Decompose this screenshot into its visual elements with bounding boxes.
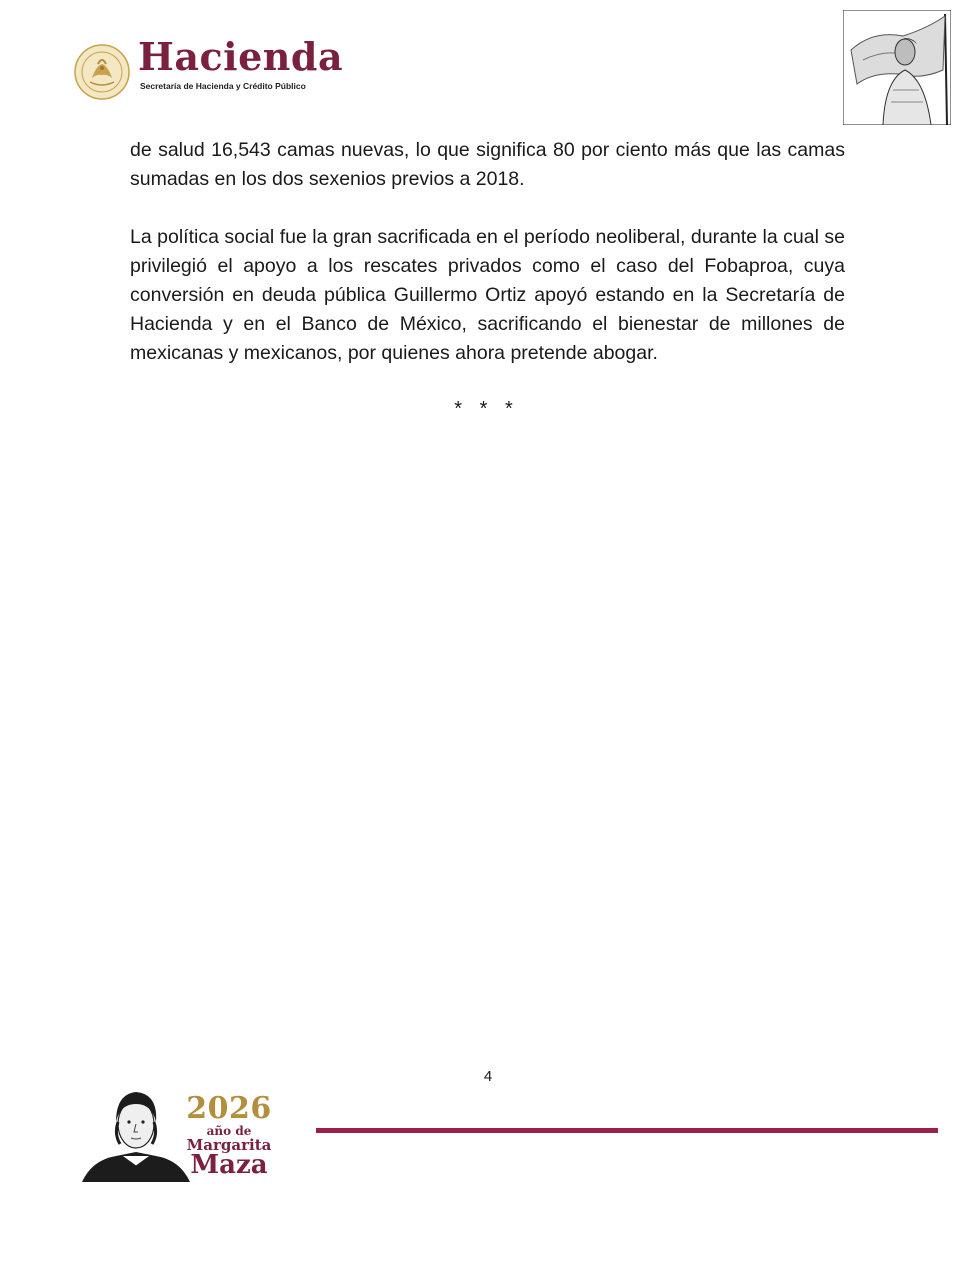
paragraph: de salud 16,543 camas nuevas, lo que significa 80 por ciento más que las camas sumadas en los dos sexenios previos a 2018. (130, 139, 845, 190)
brand-name: Hacienda (138, 34, 344, 79)
coat-of-arms-seal-icon (74, 44, 130, 100)
brand-subtitle: Secretaría de Hacienda y Crédito Público (140, 81, 306, 91)
page-header (0, 0, 973, 130)
honoree-first-name: Margarita (186, 1136, 272, 1154)
page-number: 4 (483, 1068, 493, 1085)
year-of-label: año de (206, 1124, 252, 1138)
commemorative-year-block (184, 1091, 274, 1180)
heroine-flag-illustration-icon (843, 10, 951, 125)
section-separator: * * * (454, 398, 519, 420)
honoree-last-name: Maza (190, 1150, 268, 1180)
paragraph: La política social fue la gran sacrificada en el período neoliberal, durante la cual se privilegió el apoyo a los rescates privados como el caso del Fobaproa, cuya conversión en deuda pública Guillermo Ortiz apoyó estando en la Secretaría de Hacienda y en el Banco de México, sacrificando el bienestar de millones de mexicanas y mexicanos, por quienes ahora pretende abogar. (130, 226, 845, 364)
document-body (130, 136, 845, 397)
brand-block (138, 34, 344, 91)
year: 2026 (186, 1091, 272, 1126)
footer-divider-line (316, 1128, 938, 1133)
margarita-maza-portrait-icon (82, 1086, 190, 1182)
